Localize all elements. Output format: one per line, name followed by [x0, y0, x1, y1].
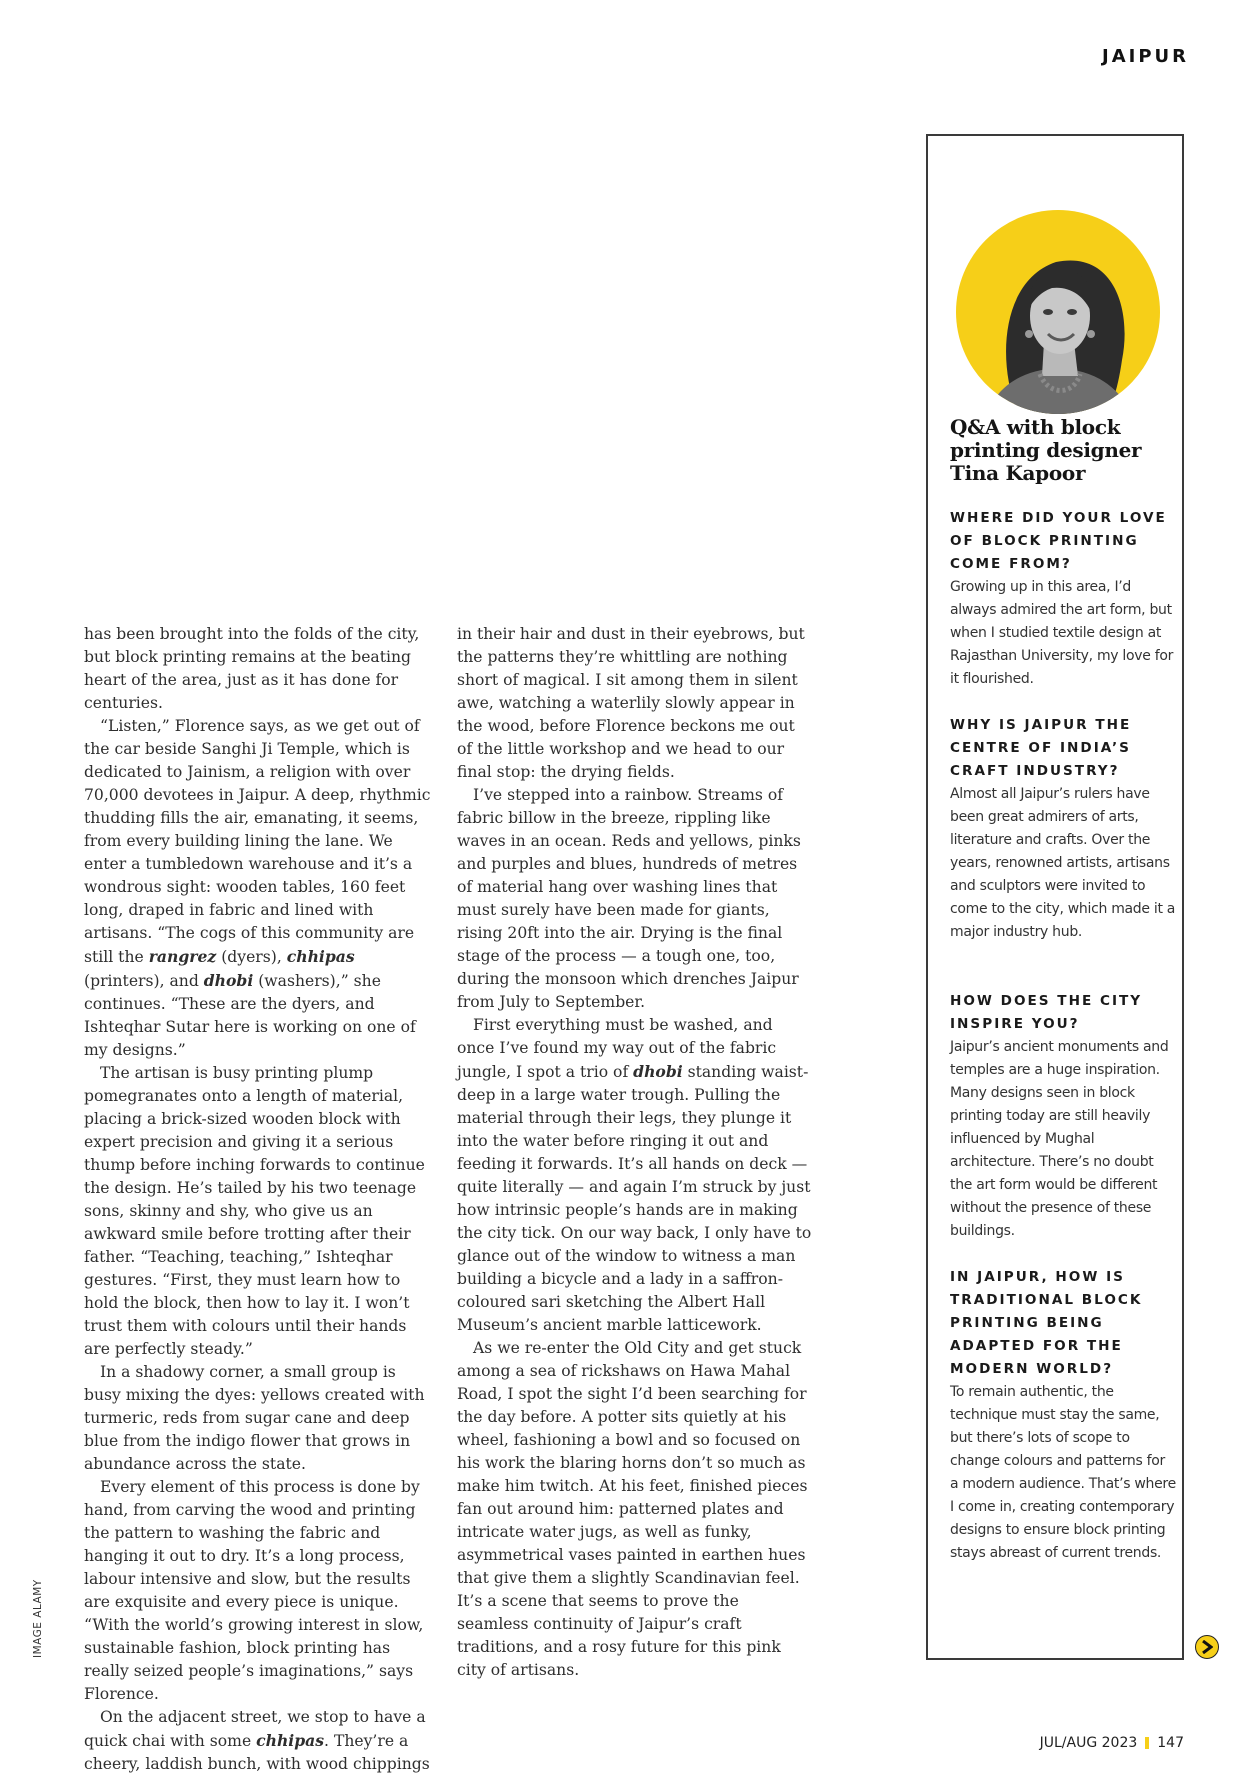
qa-question: HOW DOES THE CITY INSPIRE YOU?: [950, 993, 1143, 1032]
text-run: Every element of this process is done by hand, from carving the wood and printing the pattern to washing the fabric and hanging it out to dry. It’s a long process, labour intensive and slow, but the results are exquisite and every piece is unique. “With the world’s growing interest in slow, sustainable fashion, block printing has really seized people’s imaginations,” says Florence.: [84, 1478, 424, 1703]
qa-item: [950, 1266, 1176, 1565]
article-paragraph: [457, 1337, 813, 1682]
article-column-2: [457, 623, 813, 1682]
footer-divider: [1145, 1737, 1149, 1749]
emphasis-term: dhobi: [203, 971, 254, 990]
article-paragraph: [457, 623, 813, 784]
qa-answer: Growing up in this area, I’d always admired the art form, but when I studied textile design at Rajasthan University, my love for it flourished.: [950, 579, 1174, 687]
article-paragraph: [457, 1014, 813, 1337]
interviewee-portrait: [956, 210, 1160, 414]
text-run: in their hair and dust in their eyebrows, but the patterns they’re whittling are nothing short of magical. I sit among them in silent awe, watching a waterlily slowly appear in the wood, before Florence beckons me out of the little workshop and we head to our final stop: the drying fields.: [457, 625, 805, 781]
qa-question: WHERE DID YOUR LOVE OF BLOCK PRINTING COME FROM?: [950, 510, 1167, 572]
qa-question: WHY IS JAIPUR THE CENTRE OF INDIA’S CRAFT INDUSTRY?: [950, 717, 1132, 779]
text-run: I’ve stepped into a rainbow. Streams of fabric billow in the breeze, rippling like waves in an ocean. Reds and yellows, pinks and purples and blues, hundreds of metres of material hang over washing lines that must surely have been made for giants, rising 20ft into the air. Drying is the final stage of the process — a tough one, too, during the monsoon which drenches Jaipur from July to September.: [457, 786, 801, 1011]
article-paragraph: [457, 784, 813, 1014]
page-footer: [1040, 1735, 1184, 1751]
article-paragraph: [84, 1062, 436, 1361]
emphasis-term: chhipas: [256, 1731, 325, 1750]
sidebar-title: Q&A with block printing designer Tina Kapoor: [950, 415, 1142, 485]
emphasis-term: rangrez: [148, 947, 217, 966]
issue-date: JUL/AUG 2023: [1039, 1735, 1138, 1751]
text-run: (printers), and: [84, 972, 204, 990]
text-run: On the adjacent street, we stop to have a quick chai with some: [84, 1708, 426, 1750]
article-paragraph: [84, 1476, 436, 1706]
qa-item: [950, 990, 1176, 1243]
article-paragraph: [84, 623, 436, 715]
text-run: As we re-enter the Old City and get stuck among a sea of rickshaws on Hawa Mahal Road, I spot the sight I’d been searching for the day before. A potter sits quietly at his wheel, fashioning a bowl and so focused on his work the blaring horns don’t so much as make him twitch. At his feet, finished pieces fan out around him: patterned plates and intricate water jugs, as well as funky, asymmetrical vases painted in earthen hues that give them a slightly Scandinavian feel. It’s a scene that seems to prove the seamless continuity of Jaipur’s craft traditions, and a rosy future for this pink city of artisans.: [457, 1339, 808, 1679]
qa-item: [950, 714, 1176, 944]
text-run: “Listen,” Florence says, as we get out of the car beside Sanghi Ji Temple, which is dedicated to Jainism, a religion with over 70,000 devotees in Jaipur. A deep, rhythmic thudding fills the air, emanating, it seems, from every building lining the lane. We enter a tumbledown warehouse and it’s a wondrous sight: wooden tables, 160 feet long, draped in fabric and lined with artisans. “The cogs of this community are still the: [84, 717, 431, 966]
qa-question: IN JAIPUR, HOW IS TRADITIONAL BLOCK PRINTING BEING ADAPTED FOR THE MODERN WORLD?: [950, 1269, 1143, 1377]
article-paragraph: [84, 715, 436, 1062]
text-run: standing waist-deep in a large water trough. Pulling the material through their legs, they plunge it into the water before ringing it out and feeding it forwards. It’s all hands on deck — quite literally — and again I’m struck by just how intrinsic people’s hands are in making the city tick. On our way back, I only have to glance out of the window to witness a man building a bicycle and a lady in a saffron-coloured sari sketching the Albert Hall Museum’s ancient marble latticework.: [457, 1063, 812, 1334]
article-column-1: [84, 623, 436, 1776]
text-run: First everything must be washed, and once I’ve found my way out of the fabric jungle, I spot a trio of: [457, 1016, 777, 1081]
emphasis-term: chhipas: [286, 947, 355, 966]
qa-answer: Almost all Jaipur’s rulers have been great admirers of arts, literature and crafts. Over the years, renowned artists, artisans and sculptors were invited to come to the city, which made it a major industry hub.: [950, 786, 1176, 940]
text-run: . They’re a cheery, laddish bunch, with wood chippings: [84, 1732, 430, 1773]
emphasis-term: dhobi: [633, 1062, 683, 1081]
text-run: (dyers),: [216, 948, 287, 966]
qa-item: [950, 507, 1176, 691]
article-paragraph: [84, 1361, 436, 1476]
text-run: has been brought into the folds of the city, but block printing remains at the beating heart of the area, just as it has done for centuries.: [84, 625, 420, 712]
photo-credit: IMAGE ALAMY: [32, 1579, 44, 1658]
article-paragraph: [84, 1706, 436, 1776]
text-run: The artisan is busy printing plump pomegranates onto a length of material, placing a brick-sized wooden block with expert precision and giving it a serious thump before inching forwards to continue the design. He’s tailed by his two teenage sons, skinny and shy, who give us an awkward smile before trotting after their father. “Teaching, teaching,” Ishteqhar gestures. “First, they must learn how to hold the block, then how to lay it. I won’t trust them with colours until their hands are perfectly steady.”: [84, 1064, 425, 1358]
qa-answer: Jaipur’s ancient monuments and temples are a huge inspiration. Many designs seen in block printing today are still heavily influenced by Mughal architecture. There’s no doubt the art form would be different without the presence of these buildings.: [950, 1039, 1169, 1239]
page-number: 147: [1157, 1735, 1184, 1751]
qa-sidebar: [926, 134, 1184, 1660]
text-run: (washers),” she continues. “These are the dyers, and Ishteqhar Sutar here is working on one of my designs.”: [84, 972, 416, 1059]
section-label: JAIPUR: [1102, 46, 1189, 67]
continue-arrow-icon: [1195, 1635, 1219, 1659]
qa-answer: To remain authentic, the technique must stay the same, but there’s lots of scope to change colours and patterns for a modern audience. That’s where I come in, creating contemporary designs to ensure block printing stays abreast of current trends.: [950, 1384, 1176, 1561]
text-run: In a shadowy corner, a small group is busy mixing the dyes: yellows created with turmeric, reds from sugar cane and deep blue from the indigo flower that grows in abundance across the state.: [84, 1363, 425, 1473]
